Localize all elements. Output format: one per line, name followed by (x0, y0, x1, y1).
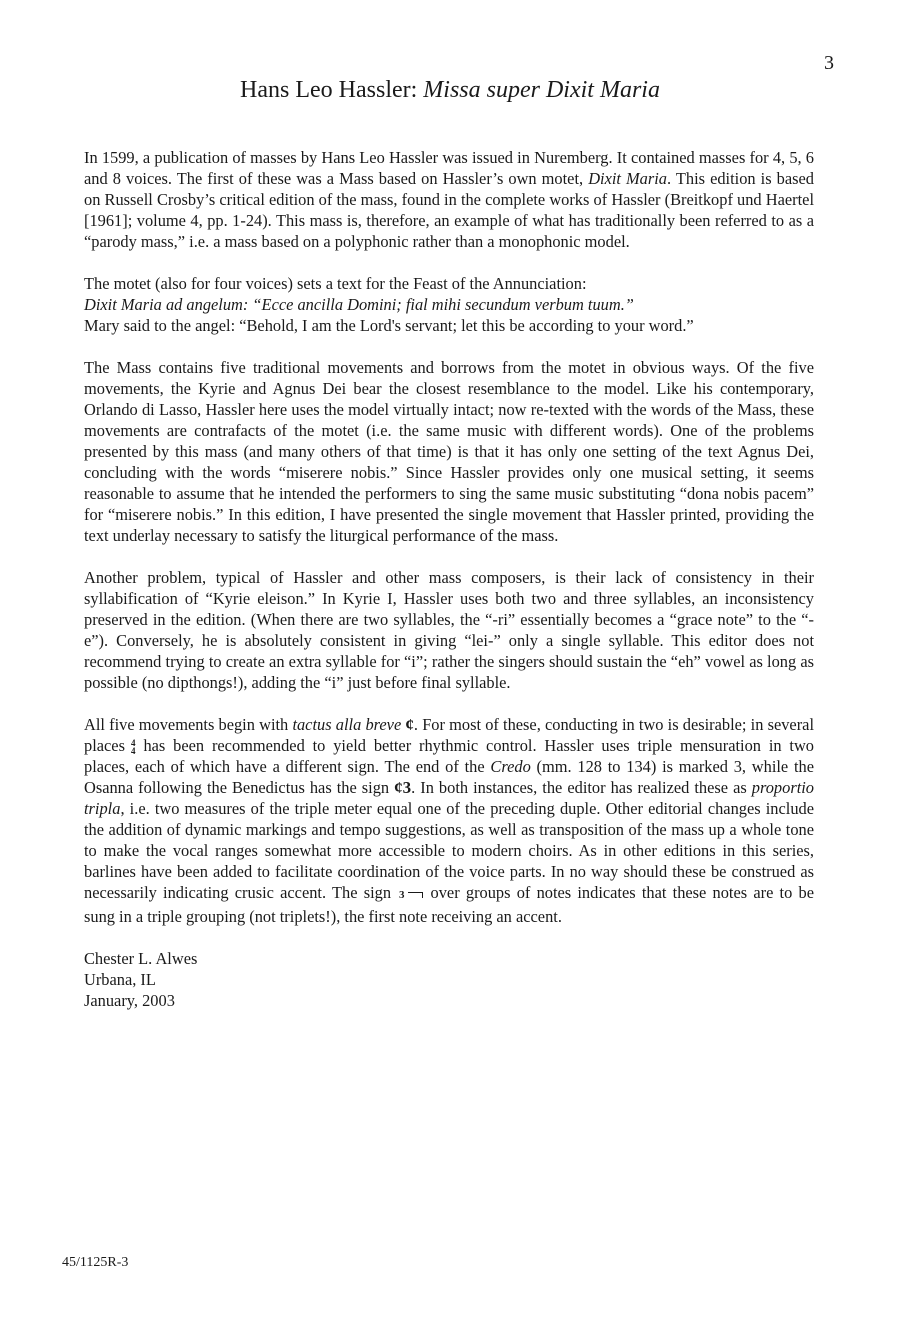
paragraph-intro-text-2: . This edition is based on Russell Crosby’s critical edition of the mass, found in the complete works of Hassler (Breitkopf und Haertel [1961]; volume 4, pp. 1-24). This mass is, therefore, an example of what has traditionally been referred to as a “parody mass,” i.e. a mass based on a polyphonic rather than a monophonic model. (84, 169, 814, 251)
mensuration-text-6: , i.e. two measures of the triple meter equal one of the preceding duple. Other editorial changes include the addition of dynamic markings and tempo suggestions, as well as transposition of the mass up a whole tone to make the vocal ranges somewhat more accessible to modern choirs. As in other editions in this series, barlines have been added to facilitate coordination of the voice parts. In no way should these be construed as necessarily indicating crusic accent. The sign (84, 799, 814, 902)
cut-three-symbol: ¢3 (394, 778, 412, 797)
mensuration-text-2: . For most of these, conducting in two is desirable; in several places (84, 715, 814, 755)
cut-time-symbol: ¢ (405, 715, 414, 734)
signature-name: Chester L. Alwes (84, 949, 198, 968)
four-four-bottom: 4 (130, 746, 136, 757)
document-body (84, 147, 814, 1011)
four-four-top: 4 (130, 738, 136, 749)
paragraph-mensuration (84, 714, 814, 927)
mensuration-text-7: over groups of notes indicates that these notes are to be sung in a triple grouping (not triplets!), the first note receiving an accent. (84, 883, 814, 926)
page-number: 3 (824, 52, 834, 74)
title-composer: Hans Leo Hassler: (240, 77, 418, 103)
motet-translation-line: Mary said to the angel: “Behold, I am the Lord's servant; let this be according to your word.” (84, 316, 694, 335)
paragraph-intro-text-1: In 1599, a publication of masses by Hans Leo Hassler was issued in Nuremberg. It contained masses for 4, 5, 6 and 8 voices. The first of these was a Mass based on Hassler’s own motet, (84, 148, 814, 188)
paragraph-motet-text (84, 273, 814, 336)
paragraph-movements: The Mass contains five traditional movements and borrows from the motet in obvious ways. Of the five movements, the Kyrie and Agnus Dei bear the closest resemblance to the model. Like his contemporary, Orlando di Lasso, Hassler here uses the model virtually intact; now re-texted with the words of the Mass, these movements are contrafacts of the motet (i.e. the same music with different words). One of the problems presented by this mass (and many others of that time) is that it has only one setting of the text Agnus Dei, concluding with the words “miserere nobis.” Since Hassler provides only one musical setting, it seems reasonable to assume that he intended the performers to sing the same music substituting “dona nobis pacem” for “miserere nobis.” In this edition, I have presented the single movement that Hassler printed, providing the text underlay necessary to satisfy the liturgical performance of the mass. (84, 358, 814, 545)
page-title (0, 77, 900, 104)
mensuration-text-4: (mm. 128 to 134) is marked 3, while the Osanna following the Benedictus has the sign (84, 757, 814, 797)
triple-grouping-symbol (399, 885, 423, 906)
mensuration-italic-2: Credo (490, 757, 531, 776)
catalog-number: 45/1125R-3 (62, 1255, 129, 1270)
motet-intro-line: The motet (also for four voices) sets a text for the Feast of the Annunciation: (84, 274, 587, 293)
motet-latin-line: Dixit Maria ad angelum: “Ecce ancilla Domini; fial mihi secundum verbum tuum.” (84, 295, 634, 314)
signature-date: January, 2003 (84, 991, 175, 1010)
paragraph-intro (84, 147, 814, 252)
mensuration-text-1: All five movements begin with (84, 715, 293, 734)
four-four-time-symbol (131, 739, 136, 755)
paragraph-intro-italic: Dixit Maria (588, 169, 668, 188)
triple-grouping-number: 3 (399, 889, 406, 901)
mensuration-italic-3: proportio tripla (84, 778, 814, 818)
mensuration-text-3: has been recommended to yield better rhythmic control. Hassler uses triple mensuration in two places, each of which have a different sign. The end of the (84, 736, 814, 776)
paragraph-syllabification: Another problem, typical of Hassler and other mass composers, is their lack of consistency in their syllabification of “Kyrie eleison.” In Kyrie I, Hassler uses both two and three syllables, an inconsistency preserved in the edition. (When there are two syllables, the “-ri” essentially becomes a “grace note” to the “-e”). Conversely, he is absolutely consistent in giving “lei-” only a single syllable. This editor does not recommend trying to create an extra syllable for “i”; rather the singers should sustain the “eh” vowel as long as possible (no dipthongs!), adding the “i” just before final syllable. (84, 568, 814, 692)
mensuration-italic-1: tactus alla breve (292, 715, 402, 734)
triple-grouping-bracket-icon (408, 892, 423, 898)
mensuration-text-5: . In both instances, the editor has realized these as (411, 778, 752, 797)
title-work: Missa super Dixit Maria (423, 77, 660, 103)
signature-place: Urbana, IL (84, 970, 156, 989)
signature-block (84, 948, 814, 1011)
